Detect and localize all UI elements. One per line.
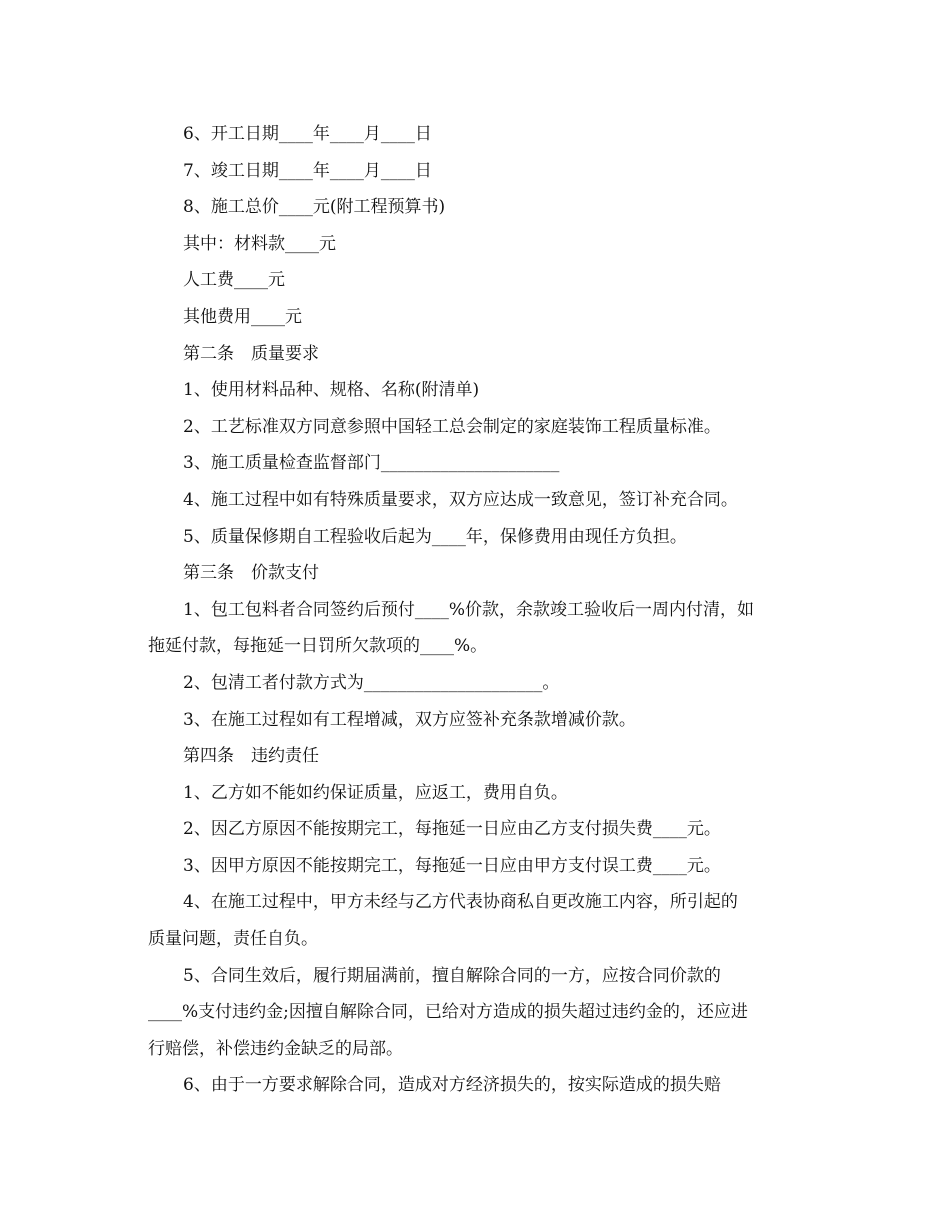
breach-item-2: 2、因乙方原因不能按期完工，每拖延一日应由乙方支付损失费____元。 (183, 819, 721, 840)
payment-item-1-line-2: 拖延付款，每拖延一日罚所欠款项的____%。 (148, 636, 488, 657)
breach-item-1: 1、乙方如不能如约保证质量，应返工，费用自负。 (183, 782, 568, 803)
contract-text-body (148, 116, 808, 1104)
payment-item-2: 2、包清工者付款方式为_____________________。 (183, 672, 560, 693)
payment-item-3: 3、在施工过程如有工程增减，双方应签补充条款增减价款。 (183, 709, 636, 730)
breach-item-4-line-1: 4、在施工过程中，甲方未经与乙方代表协商私自更改施工内容，所引起的 (183, 892, 738, 913)
breach-item-4 (148, 884, 808, 957)
quality-item-2: 2、工艺标准双方同意参照中国轻工总会制定的家庭装饰工程质量标准。 (183, 416, 721, 437)
breach-item-5-line-1: 5、合同生效后，履行期届满前，擅自解除合同的一方，应按合同价款的 (183, 965, 721, 986)
breach-item-5 (148, 958, 808, 1068)
start-date-line: 6、开工日期____年____月____日 (183, 124, 432, 144)
other-cost-line: 其他费用____元 (183, 306, 302, 327)
breach-item-3: 3、因甲方原因不能按期完工，每拖延一日应由甲方支付误工费____元。 (183, 855, 721, 876)
breach-item-5-line-3: 行赔偿，补偿违约金缺乏的局部。 (148, 1038, 403, 1059)
labor-cost-line: 人工费____元 (183, 270, 285, 291)
material-cost-line: 其中：材料款____元 (183, 233, 336, 254)
total-price-line: 8、施工总价____元(附工程预算书) (183, 197, 446, 218)
payment-item-1-line-1: 1、包工包料者合同签约后预付____%价款，余款竣工验收后一周内付清，如 (183, 599, 754, 620)
quality-item-1: 1、使用材料品种、规格、名称(附清单) (183, 380, 480, 401)
completion-date-line: 7、竣工日期____年____月____日 (183, 160, 432, 181)
breach-item-6: 6、由于一方要求解除合同，造成对方经济损失的，按实际造成的损失赔 (183, 1075, 721, 1096)
article-2-heading: 第二条 质量要求 (183, 343, 319, 364)
article-3-heading: 第三条 价款支付 (183, 563, 319, 584)
breach-item-4-line-2: 质量问题，责任自负。 (148, 929, 318, 950)
quality-item-4: 4、施工过程中如有特殊质量要求，双方应达成一致意见，签订补充合同。 (183, 489, 738, 510)
article-4-heading: 第四条 违约责任 (183, 746, 319, 767)
payment-item-1 (148, 592, 808, 665)
breach-item-5-line-2: ____%支付违约金;因擅自解除合同，已给对方造成的损失超过违约金的，还应进 (148, 1002, 748, 1023)
quality-item-5: 5、质量保修期自工程验收后起为____年，保修费用由现任方负担。 (183, 526, 687, 547)
quality-item-3: 3、施工质量检查监督部门_____________________ (183, 453, 560, 474)
